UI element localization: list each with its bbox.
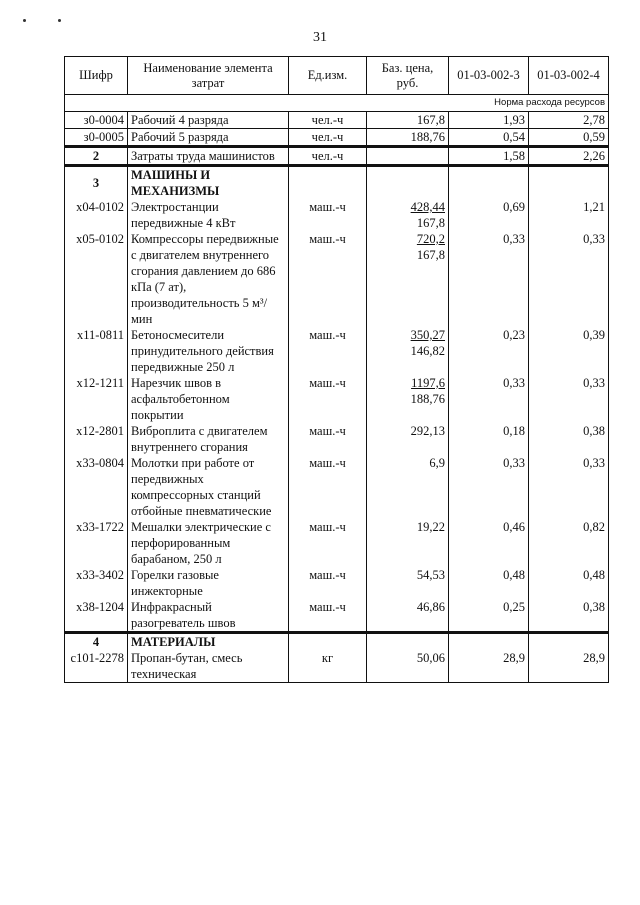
cell-unit: маш.-ч [289, 231, 367, 327]
cell-code: з0-0005 [65, 129, 128, 147]
cell-price: 167,8 [367, 112, 449, 129]
cell-code: с101-2278 [65, 650, 128, 683]
cell-price-2: 167,8 [416, 216, 445, 230]
cell-price: 720,2 [416, 232, 445, 246]
section-row [65, 166, 609, 200]
cell-norm-2: 1,21 [529, 199, 609, 231]
table-row [65, 650, 609, 683]
table-row [65, 599, 609, 633]
cell-name: Бетоносмесители принудительного действия передвижные 250 л [128, 327, 289, 375]
cell-name: Молотки при работе от передвижных компрессорных станций отбойные пневматические [128, 455, 289, 519]
cell-name: Рабочий 4 разряда [128, 112, 289, 129]
norm-caption: Норма расхода ресурсов [65, 95, 609, 112]
cell-code: з0-0004 [65, 112, 128, 129]
cell-price-2: 167,8 [416, 248, 445, 262]
cell-code: х04-0102 [65, 199, 128, 231]
cell-name: Нарезчик швов в асфальтобетонном покрытии [128, 375, 289, 423]
cell-norm-2: 0,48 [529, 567, 609, 599]
cell-code: х12-2801 [65, 423, 128, 455]
table-row [65, 519, 609, 567]
cell-unit: кг [289, 650, 367, 683]
cell-norm-2: 0,82 [529, 519, 609, 567]
cell-norm-2: 0,59 [529, 129, 609, 147]
section-title: МАТЕРИАЛЫ [128, 633, 289, 651]
table-row [65, 199, 609, 231]
cell-norm-2: 2,26 [529, 147, 609, 166]
cell-unit: маш.-ч [289, 199, 367, 231]
cell-norm-1: 0,33 [449, 455, 529, 519]
cell-name: Электростанции передвижные 4 кВт [128, 199, 289, 231]
cell-norm-2: 28,9 [529, 650, 609, 683]
cell-name: Пропан-бутан, смесь техническая [128, 650, 289, 683]
cell-price-2: 188,76 [410, 392, 445, 406]
cell-name: Инфракрасный разогреватель швов [128, 599, 289, 633]
cell-norm-2: 0,39 [529, 327, 609, 375]
cell-norm-2: 0,33 [529, 231, 609, 327]
cell-price: 54,53 [367, 567, 449, 599]
cell-unit: маш.-ч [289, 455, 367, 519]
header-price: Баз. цена, руб. [367, 57, 449, 95]
cell-code: 2 [65, 147, 128, 166]
cell-price: 46,86 [367, 599, 449, 633]
cell-code: х33-1722 [65, 519, 128, 567]
header-code: Шифр [65, 57, 128, 95]
cell-unit: маш.-ч [289, 599, 367, 633]
cell-unit: маш.-ч [289, 423, 367, 455]
cell-code: х33-0804 [65, 455, 128, 519]
header-name: Наименование элемента затрат [128, 57, 289, 95]
resource-norms-table [64, 56, 609, 683]
cell-unit: чел.-ч [289, 147, 367, 166]
table-row [65, 129, 609, 147]
cell-price: 428,44 [410, 200, 445, 214]
table-row [65, 375, 609, 423]
cell-norm-1: 0,54 [449, 129, 529, 147]
cell-unit: чел.-ч [289, 112, 367, 129]
cell-norm-2: 0,38 [529, 423, 609, 455]
cell-norm-1: 0,33 [449, 231, 529, 327]
cell-norm-1: 0,48 [449, 567, 529, 599]
cell-unit: маш.-ч [289, 375, 367, 423]
cell-norm-1: 1,93 [449, 112, 529, 129]
cell-unit: маш.-ч [289, 327, 367, 375]
cell-norm-1: 0,69 [449, 199, 529, 231]
cell-unit: чел.-ч [289, 129, 367, 147]
cell-code: х12-1211 [65, 375, 128, 423]
cell-norm-2: 0,33 [529, 455, 609, 519]
cell-norm-2: 2,78 [529, 112, 609, 129]
cell-unit: маш.-ч [289, 519, 367, 567]
cell-price: 188,76 [367, 129, 449, 147]
header-norm-2: 01-03-002-4 [529, 57, 609, 95]
table-row [65, 231, 609, 327]
cell-norm-1: 28,9 [449, 650, 529, 683]
cell-price [367, 147, 449, 166]
page-number: 31 [313, 30, 327, 45]
cell-price: 292,13 [367, 423, 449, 455]
section-code: 3 [65, 166, 128, 200]
table-row [65, 567, 609, 599]
section-row [65, 633, 609, 651]
cell-name: Мешалки электрические с перфорированным барабаном, 250 л [128, 519, 289, 567]
cell-name: Затраты труда машинистов [128, 147, 289, 166]
cell-name: Компрессоры передвижные с двигателем внутреннего сгорания давлением до 686 кПа (7 ат), производительность 5 м³/мин [128, 231, 289, 327]
cell-norm-1: 0,46 [449, 519, 529, 567]
cell-norm-1: 0,33 [449, 375, 529, 423]
section-title: МАШИНЫ И МЕХАНИЗМЫ [128, 166, 289, 200]
cell-norm-2: 0,33 [529, 375, 609, 423]
table-row [65, 147, 609, 166]
scan-speck [23, 19, 26, 22]
cell-price: 350,27 [410, 328, 445, 342]
table-row [65, 423, 609, 455]
cell-price: 50,06 [367, 650, 449, 683]
cell-price: 1197,6 [411, 376, 445, 390]
table-row [65, 112, 609, 129]
cell-name: Виброплита с двигателем внутреннего сгорания [128, 423, 289, 455]
cell-price: 19,22 [367, 519, 449, 567]
table-row [65, 455, 609, 519]
cell-norm-1: 0,18 [449, 423, 529, 455]
table-row [65, 327, 609, 375]
cell-norm-1: 0,25 [449, 599, 529, 633]
cell-name: Рабочий 5 разряда [128, 129, 289, 147]
cell-norm-1: 1,58 [449, 147, 529, 166]
cell-price: 6,9 [367, 455, 449, 519]
cell-name: Горелки газовые инжекторные [128, 567, 289, 599]
header-unit: Ед.изм. [289, 57, 367, 95]
cell-code: х33-3402 [65, 567, 128, 599]
section-code: 4 [65, 633, 128, 651]
cell-code: х05-0102 [65, 231, 128, 327]
cell-unit: маш.-ч [289, 567, 367, 599]
cell-code: х11-0811 [65, 327, 128, 375]
header-norm-1: 01-03-002-3 [449, 57, 529, 95]
scan-speck [58, 19, 61, 22]
cell-norm-1: 0,23 [449, 327, 529, 375]
cell-price-2: 146,82 [410, 344, 445, 358]
cell-norm-2: 0,38 [529, 599, 609, 633]
cell-code: х38-1204 [65, 599, 128, 633]
